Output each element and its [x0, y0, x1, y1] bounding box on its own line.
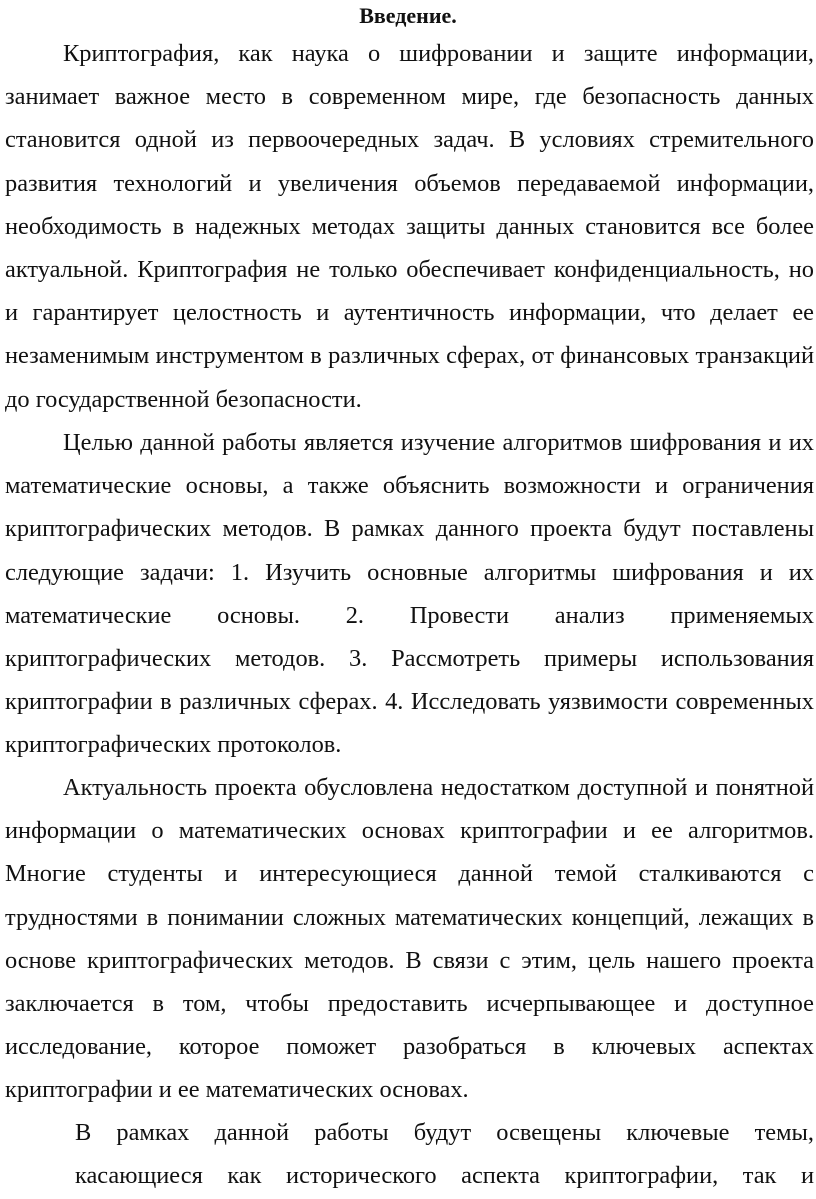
section-title: Введение.	[359, 3, 457, 28]
paragraph-goals: Целью данной работы является изучение алгоритмов шифрования и их математические основы, а также объяснить возможности и ограничения криптографических методов. В рамках данного проекта будут поставлены следующие задачи: 1. Изучить основные алгоритмы шифрования и их математические основы. 2. Провести анализ применяемых криптографических методов. 3. Рассмотреть примеры использования криптографии в различных сферах. 4. Исследовать уязвимости современных криптографических протоколов.	[5, 429, 814, 759]
paragraph-intro: Криптография, как наука о шифровании и защите информации, занимает важное место в современном мире, где безопасность данных становится одной из первоочередных задач. В условиях стремительного развития технологий и увеличения объемов передаваемой информации, необходимость в надежных методах защиты данных становится все более актуальной. Криптография не только обеспечивает конфиденциальность, но и гарантирует целостность и аутентичность информации, что делает ее незаменимым инструментом в различных сферах, от финансовых транзакций до государственной безопасности.	[5, 40, 814, 413]
paragraph-scope: В рамках данной работы будут освещены ключевые темы, касающиеся как исторического аспекта криптографии, так и	[75, 1119, 814, 1190]
paragraph-relevance: Актуальность проекта обусловлена недостатком доступной и понятной информации о математических основах криптографии и ее алгоритмов. Многие студенты и интересующиеся данной темой сталкиваются с трудностями в понимании сложных математических концепций, лежащих в основе криптографических методов. В связи с этим, цель нашего проекта заключается в том, чтобы предоставить исчерпывающее и доступное исследование, которое поможет разобраться в ключевых аспектах криптографии и ее математических основах.	[5, 774, 814, 1104]
